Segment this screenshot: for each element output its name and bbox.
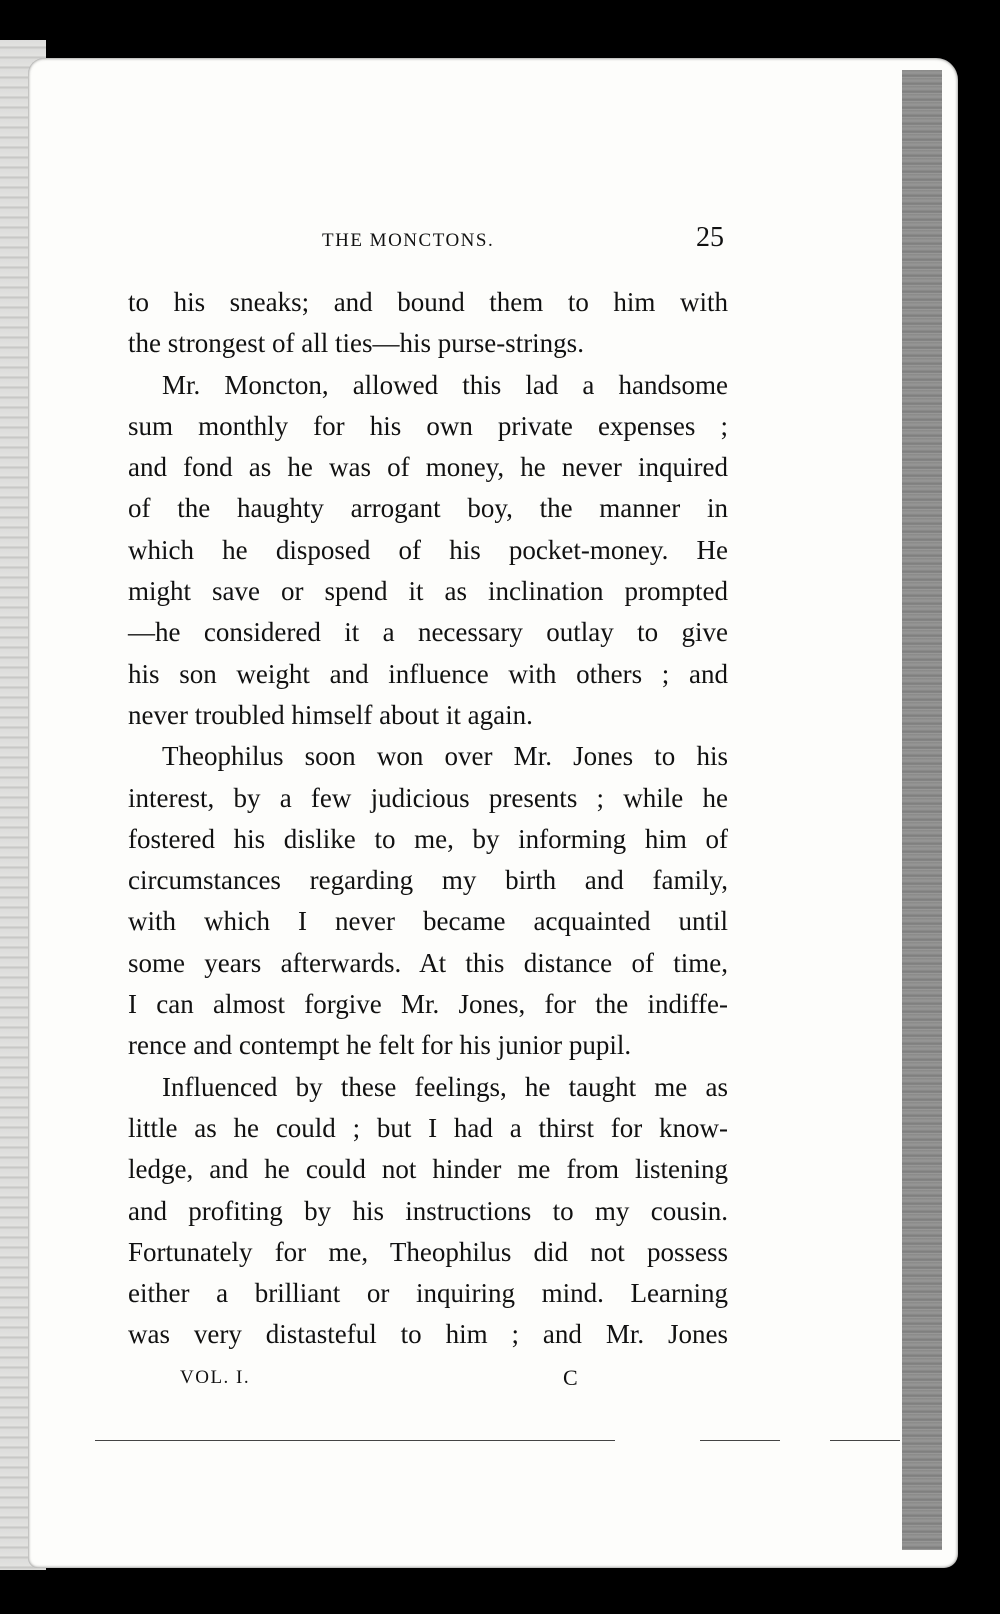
page-number: 25	[696, 222, 724, 253]
text-line: little as he could ; but I had a thirst for know-	[128, 1112, 728, 1143]
text-line: Mr. Moncton, allowed this lad a handsome	[162, 369, 728, 400]
scan-rule	[700, 1440, 780, 1441]
text-line: of the haughty arrogant boy, the manner in	[128, 493, 728, 524]
volume-label: VOL. I.	[180, 1367, 251, 1388]
text-line: some years afterwards. At this distance of time,	[128, 947, 728, 978]
running-title: THE MONCTONS.	[322, 230, 495, 251]
text-line: —he considered it a necessary outlay to give	[128, 617, 728, 648]
scan-rule	[830, 1440, 900, 1441]
text-line: fostered his dislike to me, by informing him of	[128, 823, 728, 854]
book-right-edge	[902, 70, 942, 1550]
text-line: sum monthly for his own private expenses ;	[128, 410, 728, 441]
text-line: might save or spend it as inclination prompted	[128, 576, 728, 607]
text-line: was very distasteful to him ; and Mr. Jones	[128, 1319, 728, 1350]
text-line: ledge, and he could not hinder me from listening	[128, 1154, 728, 1185]
text-line: his son weight and influence with others ; and	[128, 658, 728, 689]
text-line: Theophilus soon won over Mr. Jones to his	[162, 741, 728, 772]
page-footer	[180, 1367, 600, 1401]
text-line: which he disposed of his pocket-money. He	[128, 534, 728, 565]
text-line: Influenced by these feelings, he taught me as	[162, 1071, 728, 1102]
text-line: to his sneaks; and bound them to him with	[128, 287, 728, 317]
page-header	[128, 222, 724, 262]
text-line: the strongest of all ties—his purse-strings.	[128, 328, 584, 359]
text-line: rence and contempt he felt for his junior pupil.	[128, 1030, 632, 1061]
text-line: interest, by a few judicious presents ; while he	[128, 782, 728, 813]
body-text	[128, 282, 728, 1356]
text-line: with which I never became acquainted until	[128, 906, 728, 937]
text-line: Fortunately for me, Theophilus did not possess	[128, 1236, 728, 1267]
text-line: either a brilliant or inquiring mind. Learning	[128, 1278, 728, 1309]
text-line: I can almost forgive Mr. Jones, for the indiffe-	[128, 989, 728, 1020]
text-line: never troubled himself about it again.	[128, 699, 533, 730]
text-line: and fond as he was of money, he never inquired	[128, 452, 728, 483]
text-line: and profiting by his instructions to my cousin.	[128, 1195, 728, 1226]
scan-rule	[95, 1440, 615, 1441]
text-line: circumstances regarding my birth and family,	[128, 865, 728, 896]
signature-mark: C	[563, 1365, 580, 1390]
